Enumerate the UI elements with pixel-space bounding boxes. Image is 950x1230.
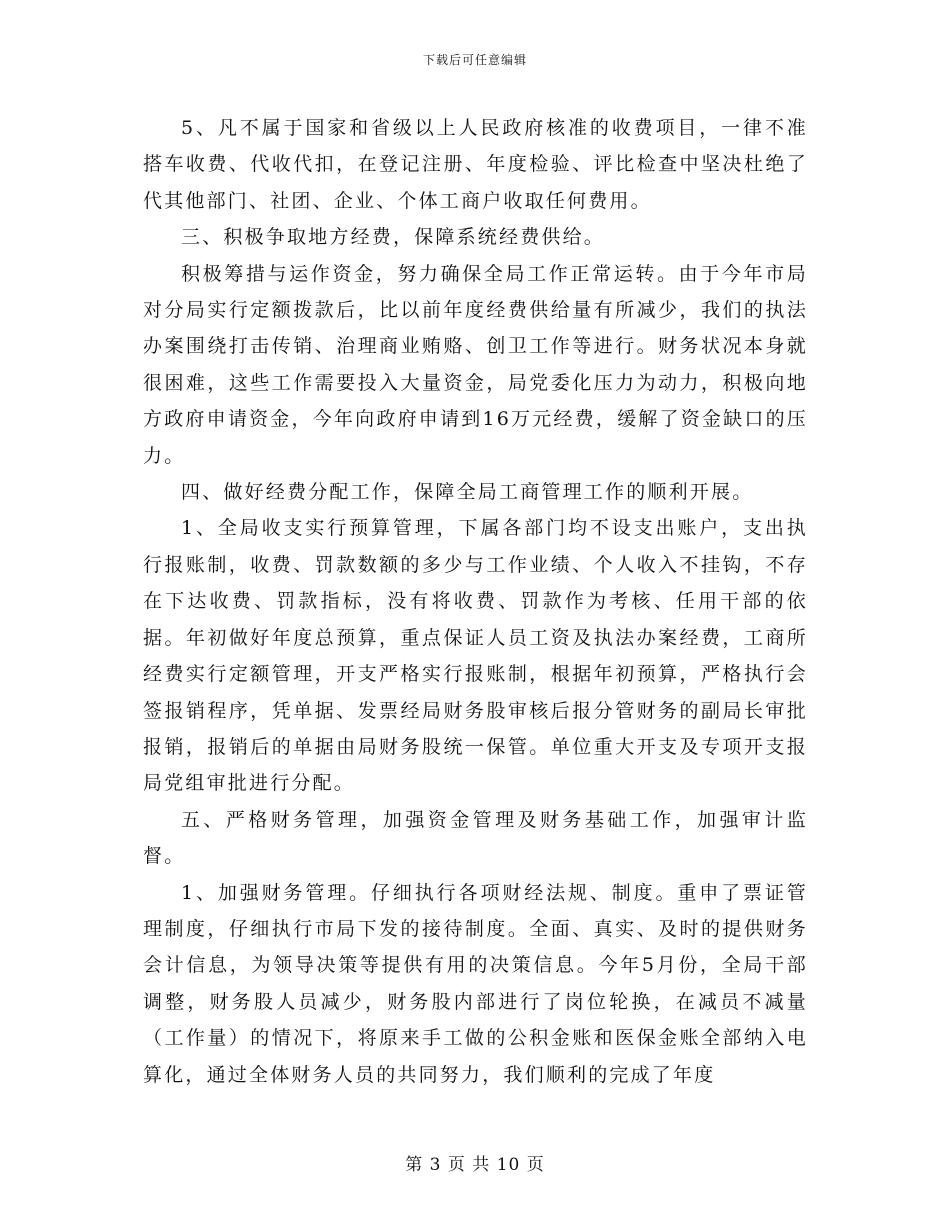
page-header-note: 下载后可任意编辑 — [422, 53, 527, 67]
paragraph-financial-management: 1、加强财务管理。仔细执行各项财经法规、制度。重申了票证管理制度，仔细执行市局下发的接待制度。全面、真实、及时的提供财务会计信息，为领导决策等提供有用的决策信息。今年5月份，全局干部调整，财务股人员减少，财务股内部进行了岗位轮换，在减员不减量（工作量）的情况下，将原来手工做的公积金账和医保金账全部纳入电算化，通过全体财务人员的共同努力，我们顺利的完成了年度 — [143, 881, 808, 1086]
page-number-footer: 第 3 页 共 10 页 — [405, 1155, 545, 1175]
section-heading-5: 五、严格财务管理，加强资金管理及财务基础工作，加强审计监督。 — [143, 808, 808, 868]
paragraph-budget-management: 1、全局收支实行预算管理，下属各部门均不设支出账户，支出执行报账制，收费、罚款数额的多少与工作业绩、个人收入不挂钩，不存在下达收费、罚款指标，没有将收费、罚款作为考核、任用干部的依据。年初做好年度总预算，重点保证人员工资及执法办案经费，工商所经费实行定额管理，开支严格实行报账制，根据年初预算，严格执行会签报销程序，凭单据、发票经局财务股审核后报分管财务的副局长审批报销，报销后的单据由局财务股统一保管。单位重大开支及专项开支报局党组审批进行分配。 — [143, 517, 808, 795]
paragraph-fundraising: 积极筹措与运作资金，努力确保全局工作正常运转。由于今年市局对分局实行定额拨款后，比以前年度经费供给量有所减少，我们的执法办案围绕打击传销、治理商业贿赂、创卫工作等进行。财务状况本身就很困难，这些工作需要投入大量资金，局党委化压力为动力，积极向地方政府申请资金，今年向政府申请到16万元经费，缓解了资金缺口的压力。 — [143, 262, 808, 467]
section-heading-4: 四、做好经费分配工作，保障全局工商管理工作的顺利开展。 — [181, 481, 754, 504]
section-heading-3: 三、积极争取地方经费，保障系统经费供给。 — [181, 226, 606, 249]
document-body — [143, 110, 808, 1093]
paragraph-item-5-fees: 5、凡不属于国家和省级以上人民政府核准的收费项目，一律不准搭车收费、代收代扣，在登记注册、年度检验、评比检查中坚决杜绝了代其他部门、社团、企业、个体工商户收取任何费用。 — [143, 117, 808, 212]
